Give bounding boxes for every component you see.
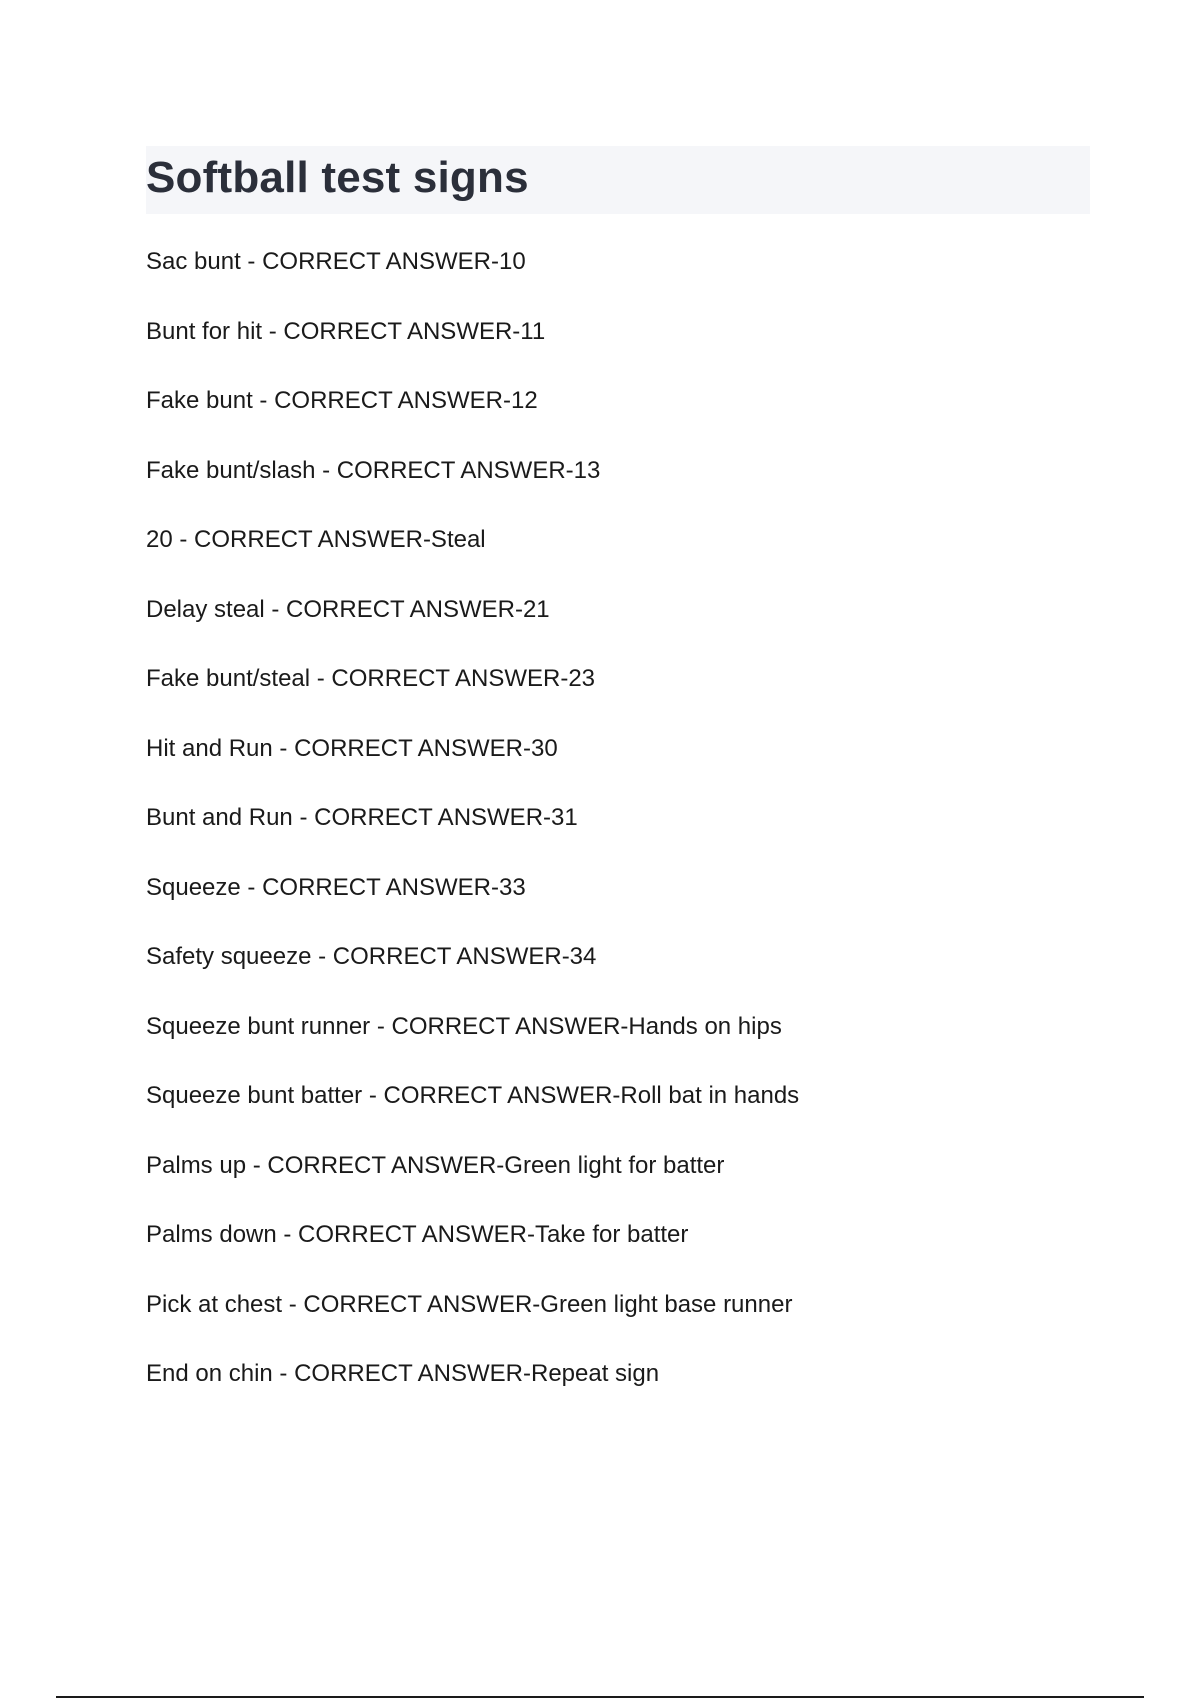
list-item: Palms up - CORRECT ANSWER-Green light for batter (146, 1151, 725, 1179)
list-item: Squeeze bunt batter - CORRECT ANSWER-Roll bat in hands (146, 1082, 800, 1109)
list-item: End on chin - CORRECT ANSWER-Repeat sign (146, 1360, 660, 1387)
list-item: 20 - CORRECT ANSWER-Steal (146, 526, 486, 553)
list-item: Hit and Run - CORRECT ANSWER-30 (146, 734, 558, 762)
list-item: Bunt for hit - CORRECT ANSWER-11 (146, 317, 546, 345)
list-item: Pick at chest - CORRECT ANSWER-Green light base runner (146, 1290, 793, 1318)
list-item: Bunt and Run - CORRECT ANSWER-31 (146, 804, 578, 831)
list-item: Squeeze bunt runner - CORRECT ANSWER-Hands on hips (146, 1012, 782, 1040)
list-item: Fake bunt - CORRECT ANSWER-12 (146, 387, 538, 414)
footer-divider (56, 1696, 1144, 1698)
list-item: Sac bunt - CORRECT ANSWER-10 (146, 248, 526, 275)
list-item: Squeeze - CORRECT ANSWER-33 (146, 873, 526, 901)
title-banner (146, 146, 1090, 214)
list-item: Palms down - CORRECT ANSWER-Take for batter (146, 1221, 689, 1248)
list-item: Delay steal - CORRECT ANSWER-21 (146, 595, 550, 623)
page-title: Softball test signs (146, 153, 529, 202)
list-item: Fake bunt/slash - CORRECT ANSWER-13 (146, 456, 601, 484)
sign-list (146, 244, 1090, 1426)
list-item: Fake bunt/steal - CORRECT ANSWER-23 (146, 665, 596, 692)
list-item: Safety squeeze - CORRECT ANSWER-34 (146, 943, 597, 970)
